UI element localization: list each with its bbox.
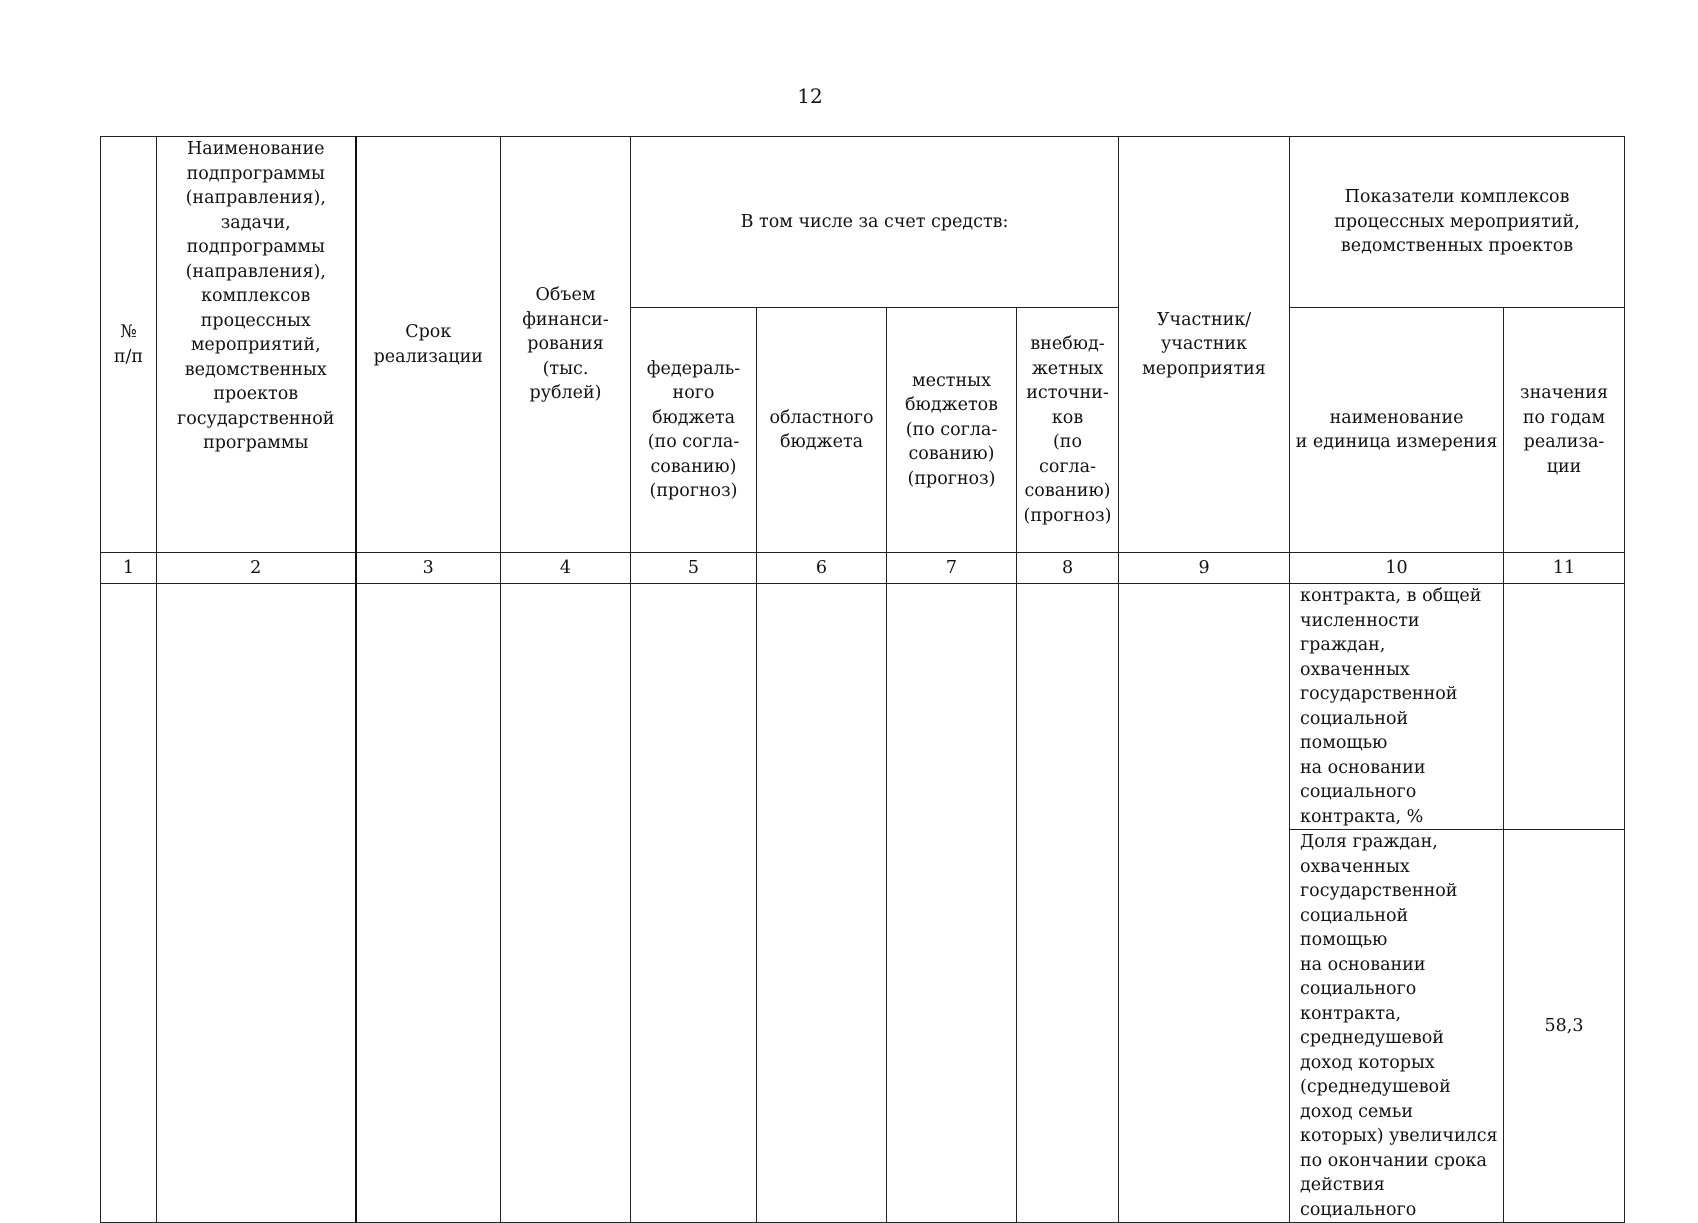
page-number: 12	[797, 84, 823, 108]
empty-cell	[157, 584, 356, 1223]
header-group-indicators: Показатели комплексов процессных мероприятий, ведомственных проектов	[1290, 137, 1625, 308]
header-col-regional: областного бюджета	[757, 308, 887, 553]
column-number: 6	[757, 553, 887, 584]
empty-cell	[1119, 584, 1290, 1223]
empty-cell	[101, 584, 157, 1223]
header-col-number: № п/п	[101, 137, 157, 553]
header-col-indicator-name: наименование и единица измерения	[1290, 308, 1504, 553]
header-col-name: Наименование подпрограммы (направления), задачи, подпрограммы (направления), комплексов процессных мероприятий, ведомственных проектов государственной программы	[157, 137, 356, 553]
column-number: 1	[101, 553, 157, 584]
column-number: 7	[887, 553, 1017, 584]
header-col-federal: федераль- ного бюджета (по согла- сованию) (прогноз)	[631, 308, 757, 553]
header-col-extrabudget: внебюд- жетных источни- ков (по согла- сованию) (прогноз)	[1017, 308, 1119, 553]
column-number: 8	[1017, 553, 1119, 584]
empty-cell	[356, 584, 501, 1223]
empty-cell	[757, 584, 887, 1223]
empty-cell	[501, 584, 631, 1223]
empty-cell	[1017, 584, 1119, 1223]
indicator-name-cell: контракта, в общей численности граждан, охваченных государственной социальной помощью на основании социального контракта, %	[1290, 584, 1504, 830]
header-col-volume: Объем финанси- рования (тыс. рублей)	[501, 137, 631, 553]
header-group-funds: В том числе за счет средств:	[631, 137, 1119, 308]
header-col-local: местных бюджетов (по согла- сованию) (прогноз)	[887, 308, 1017, 553]
empty-cell	[631, 584, 757, 1223]
header-col-term: Срок реализации	[356, 137, 501, 553]
column-number: 10	[1290, 553, 1504, 584]
empty-cell	[887, 584, 1017, 1223]
column-number: 11	[1504, 553, 1625, 584]
header-col-indicator-values: значения по годам реализа- ции	[1504, 308, 1625, 553]
program-table	[100, 136, 1625, 1223]
column-number: 2	[157, 553, 356, 584]
header-col-participant: Участник/ участник мероприятия	[1119, 137, 1290, 553]
column-number: 3	[356, 553, 501, 584]
indicator-value-cell: 58,3	[1504, 830, 1625, 1223]
indicator-value-cell	[1504, 584, 1625, 830]
column-number: 4	[501, 553, 631, 584]
column-number: 5	[631, 553, 757, 584]
column-number: 9	[1119, 553, 1290, 584]
indicator-name-cell: Доля граждан, охваченных государственной социальной помощью на основании социального контракта, среднедушевой доход которых (среднедушевой доход семьи которых) увеличился по окончании срока действия социального	[1290, 830, 1504, 1223]
